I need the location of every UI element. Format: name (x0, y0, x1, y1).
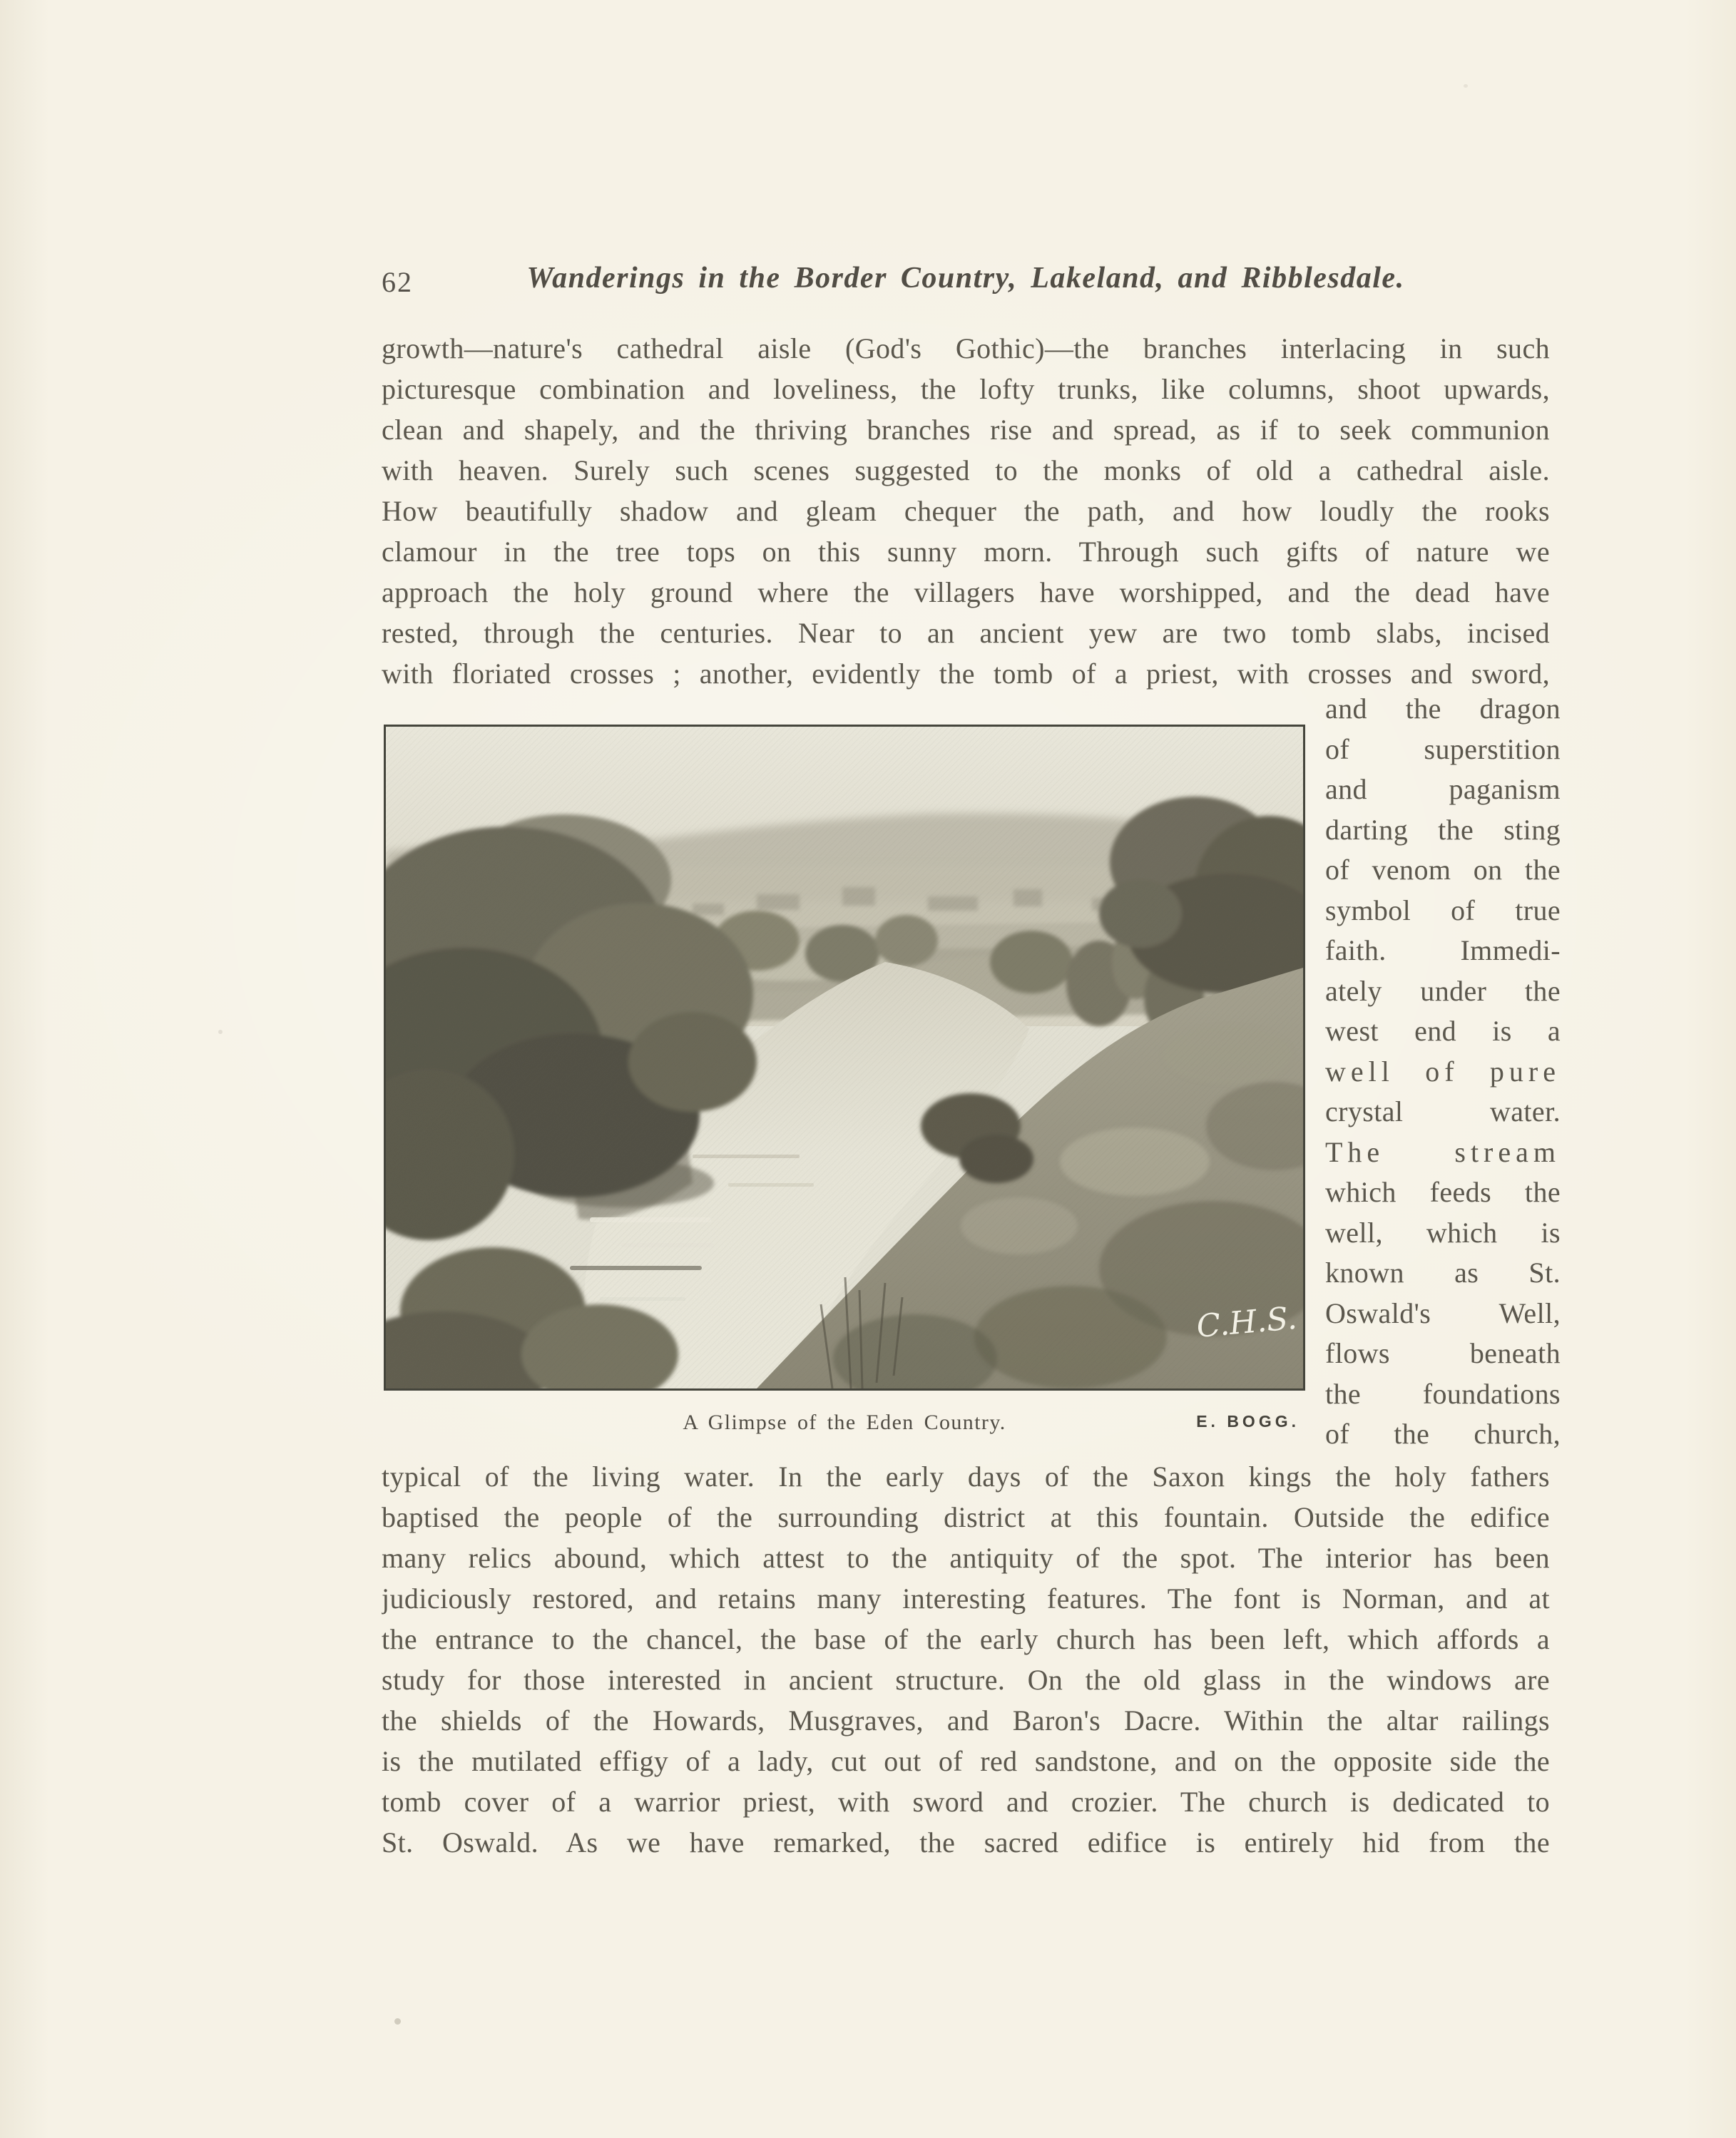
text-line: with floriated crosses ; another, evidently the tomb of a priest, with crosses and sword, (382, 658, 1550, 690)
text-line: study for those interested in ancient structure. On the old glass in the windows are (382, 1664, 1550, 1696)
text-line: west end is a (1325, 1015, 1561, 1047)
text-line: the foundations (1325, 1377, 1561, 1410)
figure-caption: A Glimpse of the Eden Country. (683, 1411, 1006, 1434)
paper-speck (394, 2018, 401, 2025)
paragraph-bottom (382, 1456, 1550, 1863)
running-title: Wanderings in the Border Country, Lakeland, and Ribblesdale. (526, 262, 1405, 295)
text-line: symbol of true (1325, 894, 1561, 926)
text-line: How beautifully shadow and gleam chequer the path, and how loudly the rooks (382, 495, 1550, 527)
text-line: known as St. (1325, 1257, 1561, 1289)
page-header (382, 261, 1550, 304)
text-line: with heaven. Surely such scenes suggested to the monks of old a cathedral aisle. (382, 454, 1550, 486)
eden-country-photo (386, 727, 1303, 1388)
photo-credit: E. BOGG. (1196, 1412, 1300, 1431)
text-line: darting the sting (1325, 813, 1561, 846)
text-line: and paganism (1325, 773, 1561, 805)
paragraph-top (382, 328, 1550, 694)
text-line: The stream (1325, 1135, 1561, 1168)
text-line: of venom on the (1325, 854, 1561, 886)
text-line: approach the holy ground where the villagers have worshipped, and the dead have (382, 576, 1550, 608)
text-line: tomb cover of a warrior priest, with sword and crozier. The church is dedicated to (382, 1786, 1550, 1818)
text-line: Oswald's Well, (1325, 1296, 1561, 1329)
text-line: typical of the living water. In the early days of the Saxon kings the holy fathers (382, 1461, 1550, 1493)
figure-photo (384, 725, 1305, 1391)
text-line: which feeds the (1325, 1176, 1561, 1208)
text-line: well of pure (1325, 1055, 1561, 1088)
paper-speck (1464, 84, 1468, 88)
text-line: faith. Immedi- (1325, 934, 1561, 966)
text-line: of superstition (1325, 732, 1561, 765)
text-line: judiciously restored, and retains many interesting features. The font is Norman, and at (382, 1582, 1550, 1615)
text-line: rested, through the centuries. Near to an ancient yew are two tomb slabs, incised (382, 617, 1550, 649)
caption-row (384, 1411, 1305, 1442)
text-line: growth—nature's cathedral aisle (God's Gothic)—the branches interlacing in such (382, 332, 1550, 364)
text-line: ately under the (1325, 974, 1561, 1007)
text-line: flows beneath (1325, 1337, 1561, 1369)
text-line: the entrance to the chancel, the base of the early church has been left, which affords a (382, 1623, 1550, 1655)
text-line: baptised the people of the surrounding district at this fountain. Outside the edifice (382, 1501, 1550, 1533)
text-line: picturesque combination and loveliness, the lofty trunks, like columns, shoot upwards, (382, 373, 1550, 405)
text-line: clamour in the tree tops on this sunny morn. Through such gifts of nature we (382, 536, 1550, 568)
photo-signature: C.H.S. (1195, 1299, 1299, 1345)
text-line: of the church, (1325, 1418, 1561, 1450)
text-line: is the mutilated effigy of a lady, cut out of red sandstone, and on the opposite side the (382, 1745, 1550, 1777)
page-number: 62 (382, 266, 413, 298)
text-line: crystal water. (1325, 1095, 1561, 1127)
paper-speck (218, 1030, 223, 1034)
text-line: St. Oswald. As we have remarked, the sacred edifice is entirely hid from the (382, 1826, 1550, 1858)
paragraph-right-column (1325, 689, 1561, 1455)
text-line: and the dragon (1325, 692, 1561, 725)
text-line: clean and shapely, and the thriving branches rise and spread, as if to seek communion (382, 414, 1550, 446)
text-line: well, which is (1325, 1216, 1561, 1249)
text-line: the shields of the Howards, Musgraves, and Baron's Dacre. Within the altar railings (382, 1704, 1550, 1737)
text-line: many relics abound, which attest to the antiquity of the spot. The interior has been (382, 1542, 1550, 1574)
